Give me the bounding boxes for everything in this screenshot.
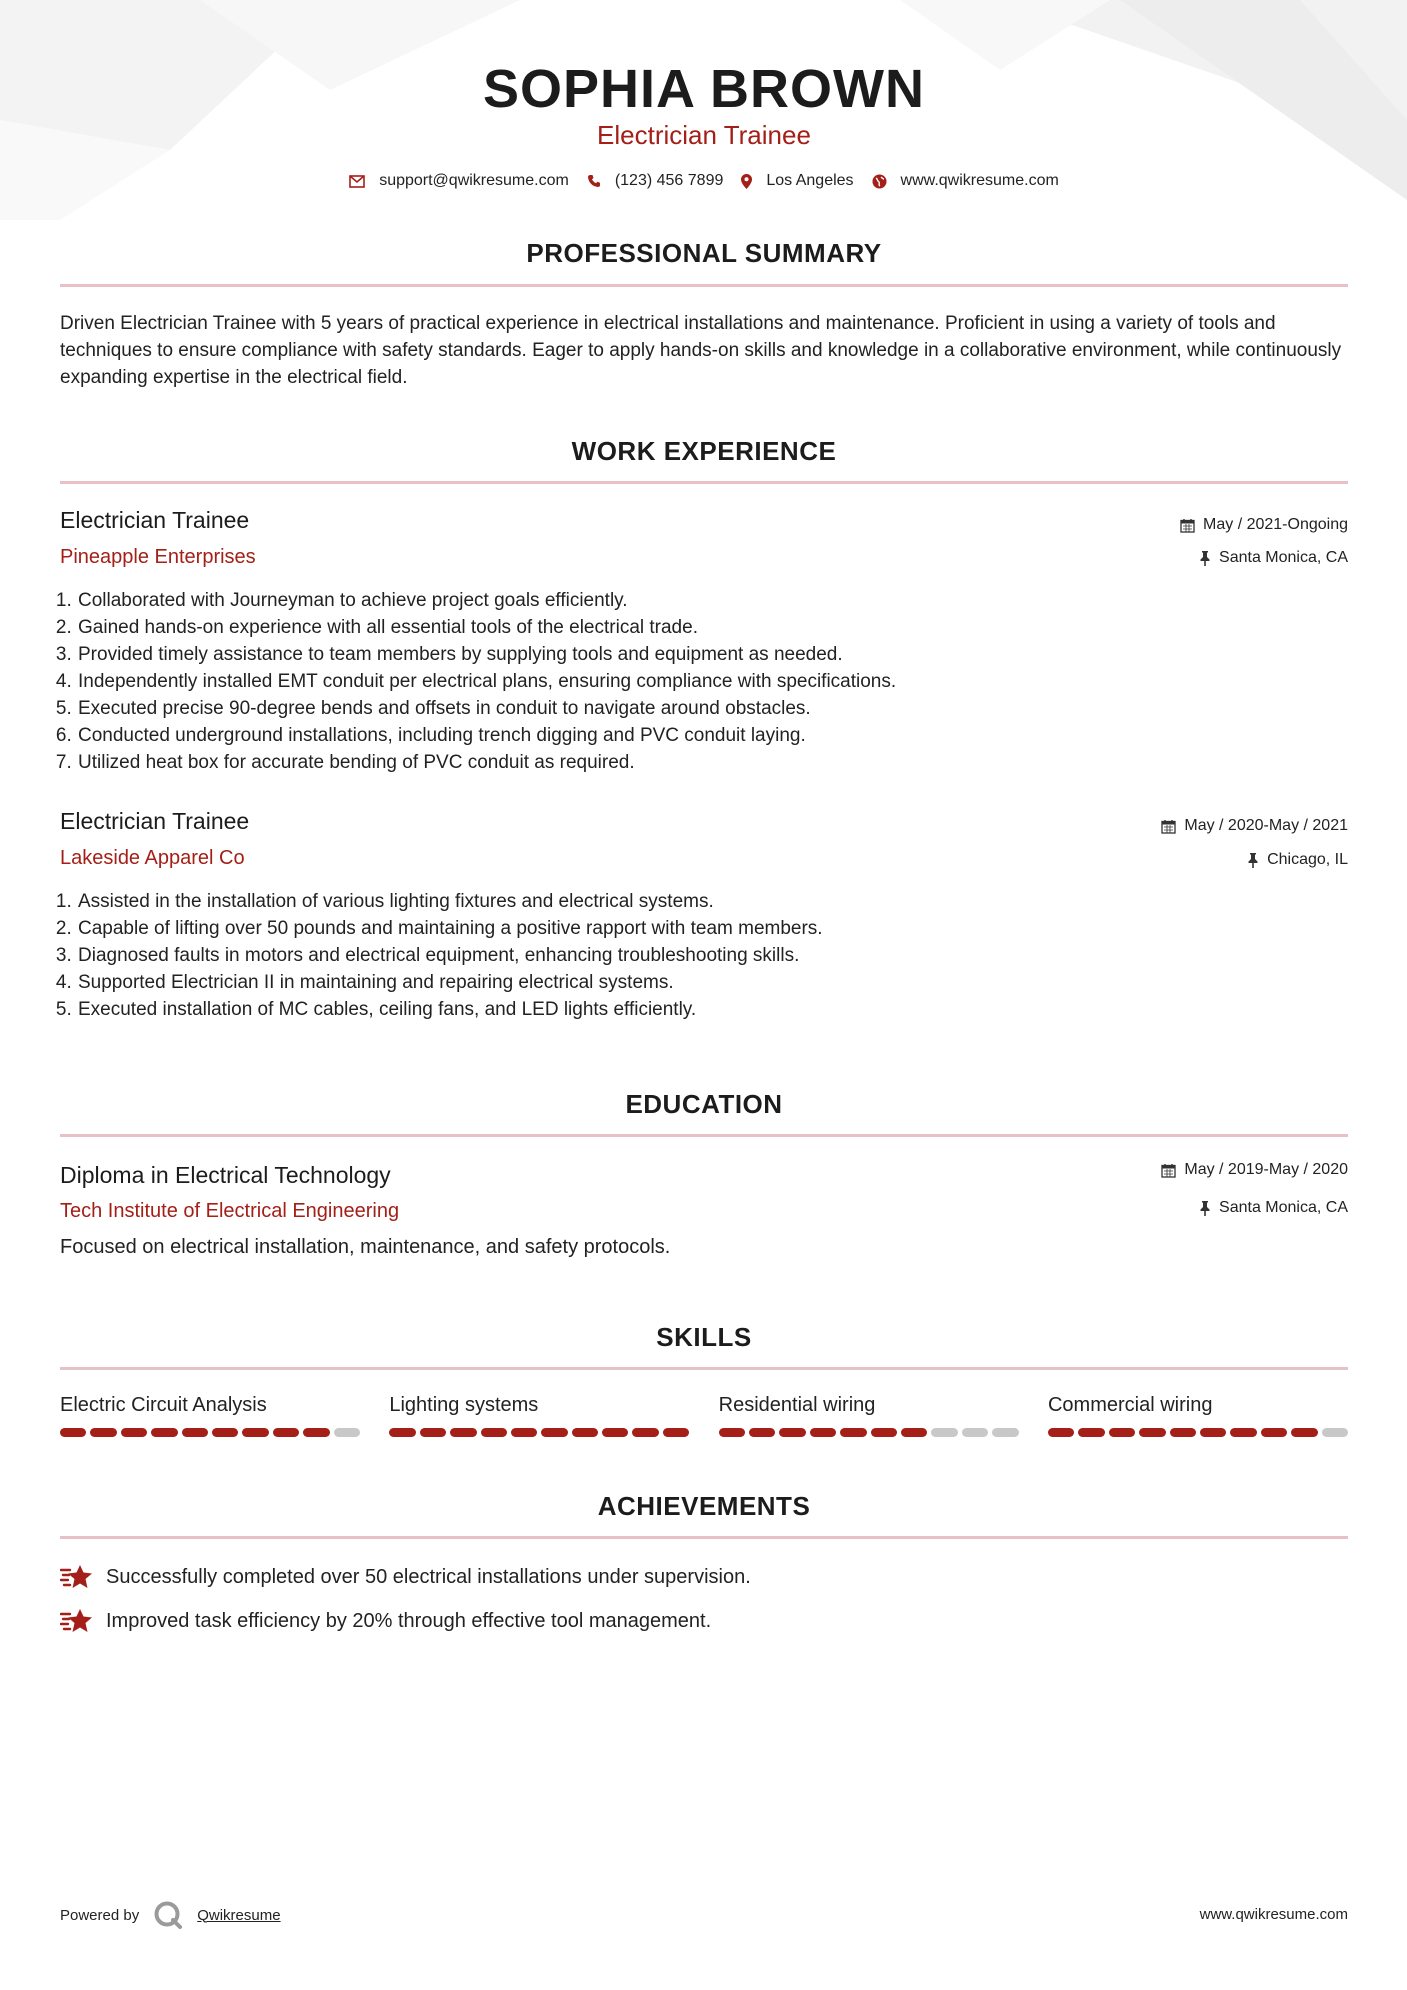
skill-segment-filled [572, 1428, 598, 1437]
list-item: 1. Collaborated with Journeyman to achieve project goals efficiently. [77, 587, 1337, 614]
pushpin-icon [1199, 551, 1211, 566]
location-text: Los Angeles [766, 172, 854, 189]
qwikresume-logo-icon [153, 1900, 183, 1930]
skill-segment-filled [121, 1428, 147, 1437]
skill-segment-filled [511, 1428, 537, 1437]
skill-level-bar [60, 1428, 360, 1437]
achievement-text: Improved task efficiency by 20% through effective tool management. [106, 1609, 712, 1632]
education-dates-text: May / 2019-May / 2020 [1184, 1161, 1348, 1178]
skill-segment-filled [273, 1428, 299, 1437]
star-award-icon [60, 1608, 94, 1634]
skill-level-bar [389, 1428, 689, 1437]
skill-segment-filled [1230, 1428, 1256, 1437]
map-pin-icon [741, 174, 752, 189]
contact-bar [60, 172, 1348, 190]
summary-heading: PROFESSIONAL SUMMARY [526, 238, 882, 268]
job-location-text: Chicago, IL [1267, 851, 1348, 868]
achievements-heading: ACHIEVEMENTS [597, 1491, 811, 1521]
skill-segment-filled [182, 1428, 208, 1437]
job-title: Electrician Trainee [60, 507, 250, 533]
skills-heading: SKILLS [656, 1322, 752, 1352]
skill-segment-filled [1109, 1428, 1135, 1437]
pushpin-icon [1199, 1201, 1211, 1216]
job-company: Lakeside Apparel Co [60, 847, 245, 869]
calendar-icon [1161, 1163, 1176, 1178]
skill-item [719, 1394, 1019, 1437]
skill-level-bar [1048, 1428, 1348, 1437]
achievement-text: Successfully completed over 50 electrical installations under supervision. [106, 1565, 751, 1588]
skill-segment-empty [931, 1428, 957, 1437]
skill-segment-filled [719, 1428, 745, 1437]
skill-segment-empty [992, 1428, 1018, 1437]
list-item: 4. Supported Electrician II in maintaining and repairing electrical systems. [77, 969, 1337, 996]
qwikresume-link[interactable]: Qwikresume [197, 1906, 281, 1924]
skill-segment-filled [663, 1428, 689, 1437]
list-item: 3. Diagnosed faults in motors and electrical equipment, enhancing troubleshooting skills. [77, 942, 1337, 969]
skill-name: Lighting systems [389, 1394, 539, 1416]
candidate-name: SOPHIA BROWN [483, 59, 925, 119]
skill-segment-filled [212, 1428, 238, 1437]
skill-segment-filled [871, 1428, 897, 1437]
job-location-text: Santa Monica, CA [1219, 549, 1348, 566]
skill-level-bar [719, 1428, 1019, 1437]
list-item: 5. Executed installation of MC cables, ceiling fans, and LED lights efficiently. [77, 996, 1337, 1023]
skill-segment-filled [151, 1428, 177, 1437]
achievement-item [60, 1564, 751, 1590]
skill-segment-filled [1291, 1428, 1317, 1437]
powered-by-label: Powered by [60, 1906, 140, 1924]
skill-segment-filled [242, 1428, 268, 1437]
calendar-icon [1180, 518, 1195, 533]
skill-segment-filled [481, 1428, 507, 1437]
skill-segment-filled [632, 1428, 658, 1437]
list-item: 2. Capable of lifting over 50 pounds and maintaining a positive rapport with team members. [77, 915, 1337, 942]
contact-email[interactable] [349, 172, 569, 190]
skill-segment-filled [1048, 1428, 1074, 1437]
job-location [1247, 851, 1348, 869]
skill-name: Commercial wiring [1047, 1394, 1213, 1416]
skill-segment-filled [1078, 1428, 1104, 1437]
skill-segment-filled [810, 1428, 836, 1437]
contact-website[interactable] [872, 172, 1059, 190]
envelope-icon [349, 175, 365, 188]
email-text: support@qwikresume.com [379, 172, 569, 189]
globe-icon [872, 174, 887, 189]
skill-segment-filled [840, 1428, 866, 1437]
star-award-icon [60, 1564, 94, 1590]
summary-text: Driven Electrician Trainee with 5 years of practical experience in electrical installations and maintenance. Proficient in using a variety of tools and techniques to ensure compliance with safety standards. Eager to apply hands-on skills and knowledge in a collaborative environment, while continuously expanding expertise in the electrical field. [60, 313, 1342, 388]
contact-phone[interactable] [587, 172, 724, 190]
skills-list [60, 1394, 1348, 1437]
education-divider [60, 1134, 1348, 1137]
skill-item [1048, 1394, 1348, 1437]
skill-segment-empty [962, 1428, 988, 1437]
education-dates [1161, 1161, 1348, 1179]
skill-segment-filled [1261, 1428, 1287, 1437]
job-bullets [60, 888, 1337, 1023]
skill-item [389, 1394, 689, 1437]
skill-name: Electric Circuit Analysis [60, 1394, 267, 1416]
skill-segment-filled [602, 1428, 628, 1437]
skill-segment-filled [90, 1428, 116, 1437]
website-text: www.qwikresume.com [900, 172, 1059, 189]
skill-segment-filled [779, 1428, 805, 1437]
job-bullets [60, 587, 1337, 776]
list-item: 6. Conducted underground installations, including trench digging and PVC conduit laying. [77, 722, 1337, 749]
list-item: 3. Provided timely assistance to team members by supplying tools and equipment as needed. [77, 641, 1337, 668]
skill-segment-filled [901, 1428, 927, 1437]
education-school: Tech Institute of Electrical Engineering [60, 1200, 400, 1222]
list-item: 5. Executed precise 90-degree bends and offsets in conduit to navigate around obstacles. [77, 695, 1337, 722]
achievements-divider [60, 1536, 1348, 1539]
education-description: Focused on electrical installation, maintenance, and safety protocols. [60, 1236, 671, 1258]
education-heading: EDUCATION [625, 1089, 783, 1119]
skills-divider [60, 1367, 1348, 1370]
skill-segment-filled [749, 1428, 775, 1437]
phone-text: (123) 456 7899 [614, 172, 724, 189]
skill-segment-filled [1200, 1428, 1226, 1437]
skill-segment-filled [420, 1428, 446, 1437]
skill-name: Residential wiring [718, 1394, 876, 1416]
education-degree: Diploma in Electrical Technology [60, 1162, 391, 1188]
job-location [1199, 549, 1348, 567]
candidate-title: Electrician Trainee [597, 120, 811, 150]
achievement-item [60, 1608, 711, 1634]
summary-divider [60, 284, 1348, 287]
skill-segment-filled [450, 1428, 476, 1437]
pushpin-icon [1247, 853, 1259, 868]
list-item: 1. Assisted in the installation of various lighting fixtures and electrical systems. [77, 888, 1337, 915]
skill-segment-filled [541, 1428, 567, 1437]
job-title: Electrician Trainee [60, 808, 250, 834]
footer-website[interactable]: www.qwikresume.com [1199, 1906, 1348, 1923]
job-dates-text: May / 2021-Ongoing [1203, 516, 1348, 533]
list-item: 2. Gained hands-on experience with all essential tools of the electrical trade. [77, 614, 1337, 641]
experience-divider [60, 481, 1348, 484]
skill-segment-filled [389, 1428, 415, 1437]
list-item: 4. Independently installed EMT conduit per electrical plans, ensuring compliance with specifications. [77, 668, 1337, 695]
skill-segment-empty [1322, 1428, 1348, 1437]
education-location-text: Santa Monica, CA [1219, 1199, 1348, 1216]
skill-segment-filled [1139, 1428, 1165, 1437]
phone-icon [587, 174, 601, 188]
job-dates [1180, 516, 1348, 534]
skill-segment-filled [1170, 1428, 1196, 1437]
calendar-icon [1161, 819, 1176, 834]
footer-powered-by [60, 1900, 281, 1930]
job-dates [1161, 817, 1348, 835]
skill-segment-filled [60, 1428, 86, 1437]
job-company: Pineapple Enterprises [60, 546, 256, 568]
education-location [1199, 1199, 1348, 1217]
contact-location [741, 172, 853, 190]
skill-segment-empty [334, 1428, 360, 1437]
list-item: 7. Utilized heat box for accurate bending of PVC conduit as required. [77, 749, 1337, 776]
skill-item [60, 1394, 360, 1437]
skill-segment-filled [303, 1428, 329, 1437]
experience-heading: WORK EXPERIENCE [571, 436, 837, 466]
job-dates-text: May / 2020-May / 2021 [1184, 817, 1348, 834]
